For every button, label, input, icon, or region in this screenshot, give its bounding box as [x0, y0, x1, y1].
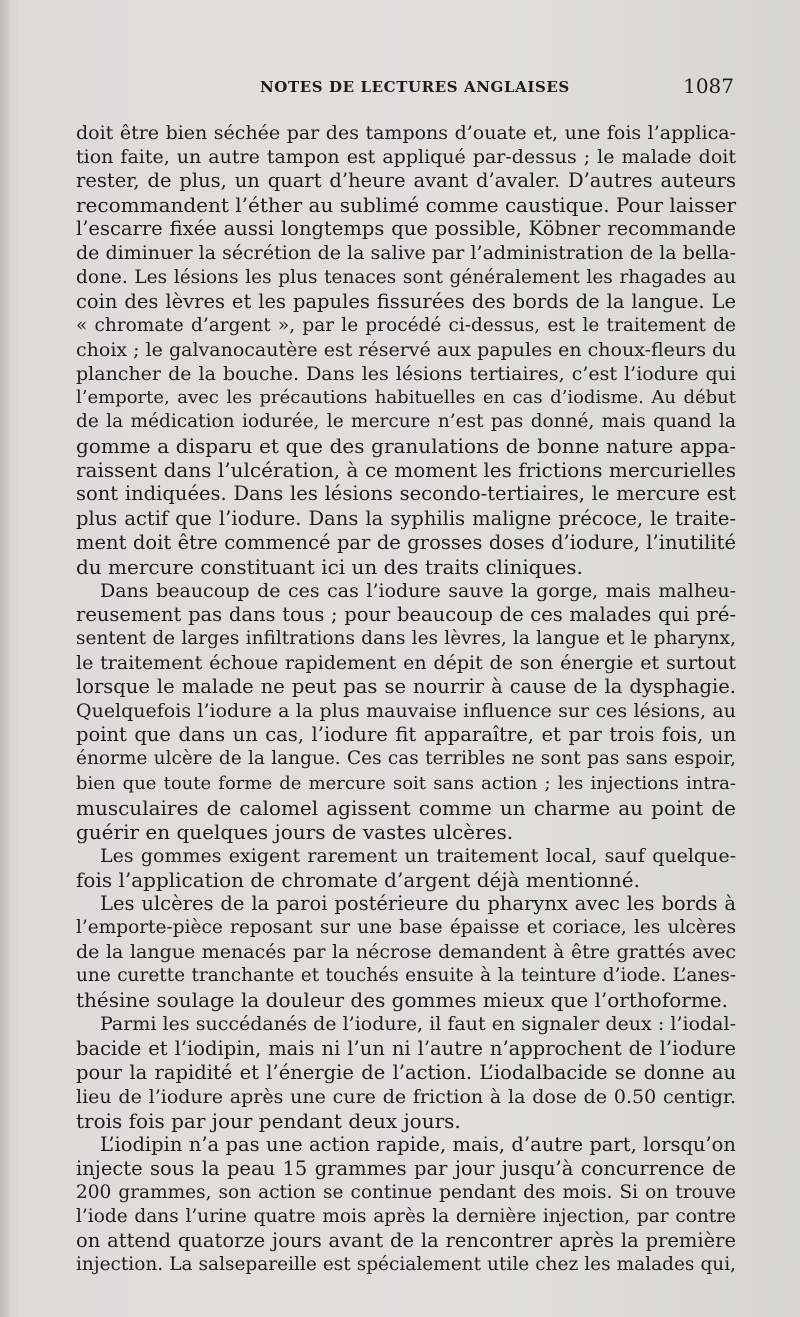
text-line: done. Les lésions les plus tenaces sont généralement les rhagades au	[76, 266, 736, 288]
text-line: L’iodipin n’a pas une action rapide, mais, d’autre part, lorsqu’on	[100, 1132, 736, 1156]
text-line: choix ; le galvanocautère est réservé aux papules en choux-fleurs du	[76, 338, 737, 361]
text-line: sentent de larges infiltrations dans les lèvres, la langue et le pharynx,	[76, 627, 736, 649]
text-line: injecte sous la peau 15 grammes par jour jusqu’à concurrence de	[76, 1157, 736, 1181]
text-line: l’iode dans l’urine quatre mois après la dernière injection, par contre	[76, 1206, 736, 1228]
text-line: de la médication iodurée, le mercure n’est pas donné, mais quand la	[76, 411, 736, 433]
text-line: plancher de la bouche. Dans les lésions tertiaires, c’est l’iodure qui	[76, 362, 736, 385]
text-line: l’emporte-pièce reposant sur une base épaisse et coriace, les ulcères	[76, 917, 736, 939]
text-line: de diminuer la sécrétion de la salive par l’administration de la bella-	[76, 242, 736, 265]
text-line: Quelquefois l’iodure a la plus mauvaise influence sur ces lésions, au	[76, 700, 736, 723]
text-line: pour la rapidité et l’énergie de l’action. L’iodalbacide se donne au	[76, 1060, 736, 1084]
text-line: lorsque le malade ne peut pas se nourrir à cause de la dysphagie.	[76, 675, 736, 699]
text-line: gomme a disparu et que des granulations de bonne nature appa-	[76, 434, 736, 459]
text-line: Parmi les succédanés de l’iodure, il faut en signaler deux : l’iodal-	[100, 1013, 736, 1036]
text-line: bacide et l’iodipin, mais ni l’un ni l’autre n’approchent de l’iodure	[76, 1036, 736, 1060]
text-line: recommandent l’éther au sublimé comme caustique. Pour laisser	[76, 193, 737, 218]
text-line: thésine soulage la douleur des gommes mieux que l’orthoforme.	[76, 988, 728, 1013]
text-line: sont indiquées. Dans les lésions secondo-tertiaires, le mercure est	[76, 482, 736, 506]
text-line: de la langue menacés par la nécrose demandent à être grattés avec	[76, 941, 736, 964]
text-line: lieu de l’iodure après une cure de friction à la dose de 0.50 centigr.	[76, 1085, 736, 1108]
body-text	[76, 121, 736, 1278]
text-line: musculaires de calomel agissent comme un charme au point de	[76, 795, 736, 820]
text-line: raissent dans l’ulcération, à ce moment les frictions mercurielles	[76, 458, 736, 483]
text-line: fois l’application de chromate d’argent déjà mentionné.	[76, 867, 640, 892]
text-line: tion faite, un autre tampon est appliqué par-dessus ; le malade doit	[76, 146, 736, 169]
text-line: Dans beaucoup de ces cas l’iodure sauve la gorge, mais malheu-	[100, 579, 736, 602]
text-line: reusement pas dans tous ; pour beaucoup de ces malades qui pré-	[76, 602, 736, 626]
text-line: doit être bien séchée par des tampons d’ouate et, une fois l’applica-	[76, 122, 736, 144]
text-line: plus actif que l’iodure. Dans la syphilis maligne précoce, le traite-	[76, 506, 736, 530]
page-header	[76, 76, 736, 102]
text-line: du mercure constituant ici un des traits cliniques.	[76, 554, 583, 579]
text-line: point que dans un cas, l’iodure fit apparaître, et par trois fois, un	[76, 723, 736, 747]
text-line: « chromate d’argent », par le procédé ci-dessus, est le traitement de	[76, 314, 736, 336]
page-number: 1087	[683, 74, 734, 98]
text-line: l’escarre fixée aussi longtemps que possible, Köbner recommande	[76, 217, 736, 241]
binding-gutter	[0, 0, 10, 1317]
text-line: trois fois par jour pendant deux jours.	[76, 1108, 461, 1133]
text-line: Les gommes exigent rarement un traitement local, sauf quelque-	[100, 844, 736, 867]
text-line: une curette tranchante et touchés ensuite à la teinture d’iode. L’anes-	[76, 965, 736, 987]
text-line: l’emporte, avec les précautions habituelles en cas d’iodisme. Au début	[76, 387, 736, 409]
text-line: ment doit être commencé par de grosses doses d’iodure, l’inutilité	[76, 530, 736, 554]
running-title: NOTES DE LECTURES ANGLAISES	[260, 78, 570, 96]
text-line: injection. La salsepareille est spécialement utile chez les malades qui,	[76, 1254, 736, 1276]
text-line: on attend quatorze jours avant de la rencontrer après la première	[76, 1229, 736, 1253]
text-line: Les ulcères de la paroi postérieure du pharynx avec les bords à	[100, 892, 736, 915]
text-line: rester, de plus, un quart d’heure avant d’avaler. D’autres auteurs	[76, 169, 736, 193]
text-line: coin des lèvres et les papules fissurées des bords de la langue. Le	[76, 289, 736, 313]
text-line: 200 grammes, son action se continue pendant des mois. Si on trouve	[76, 1182, 736, 1204]
text-line: énorme ulcère de la langue. Ces cas terribles ne sont pas sans espoir,	[76, 748, 736, 770]
text-line: le traitement échoue rapidement en dépit de son énergie et surtout	[76, 652, 736, 675]
text-line: guérir en quelques jours de vastes ulcères.	[76, 819, 514, 844]
text-line: bien que toute forme de mercure soit sans action ; les injections intra-	[76, 772, 736, 794]
